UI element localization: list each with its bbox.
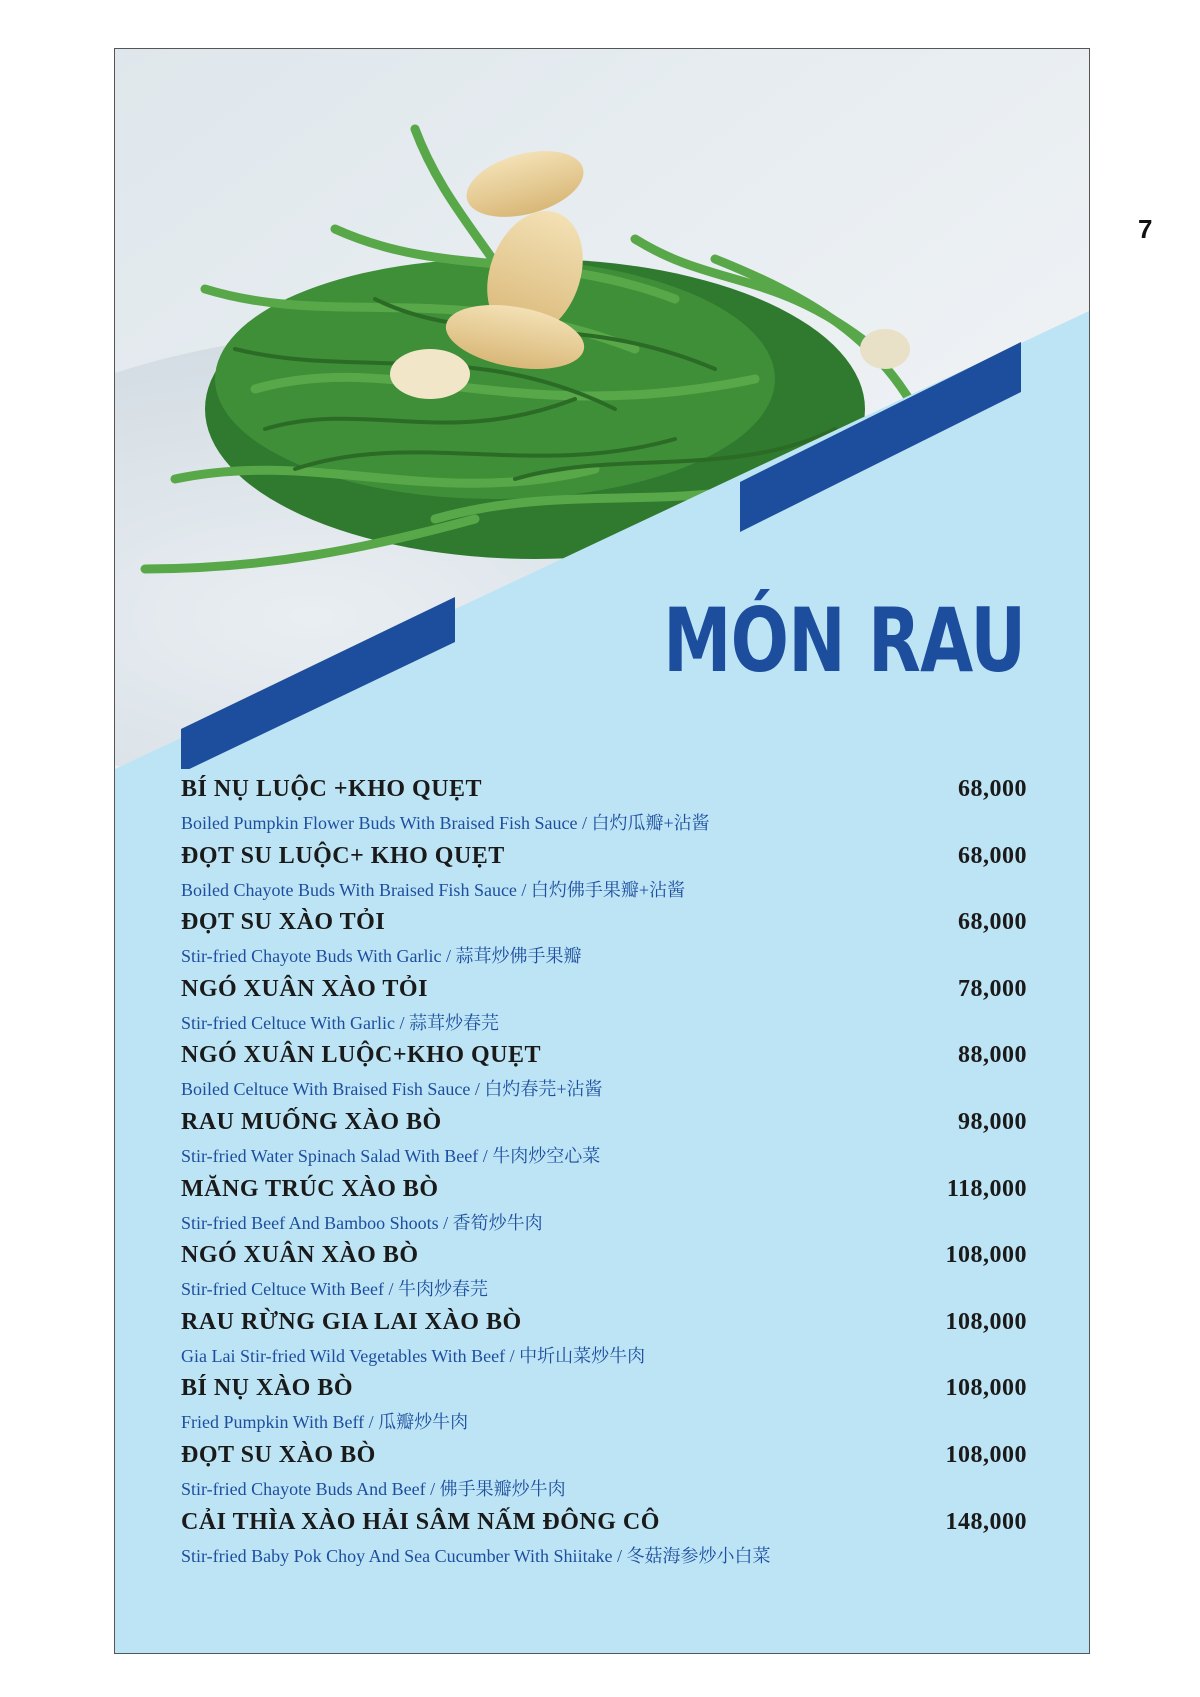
- item-description: Gia Lai Stir-fried Wild Vegetables With Beef / 中圻山菜炒牛肉: [181, 1345, 646, 1366]
- item-description: Stir-fried Beef And Bamboo Shoots / 香筍炒牛肉: [181, 1212, 543, 1233]
- menu-item: [181, 1509, 1027, 1576]
- item-name: CẢI THÌA XÀO HẢI SÂM NẤM ĐÔNG CÔ: [181, 1508, 660, 1535]
- item-price: 98,000: [958, 1108, 1027, 1135]
- item-name: ĐỌT SU XÀO BÒ: [181, 1441, 376, 1468]
- item-name: RAU MUỐNG XÀO BÒ: [181, 1108, 442, 1135]
- item-description: Boiled Chayote Buds With Braised Fish Sauce / 白灼佛手果瓣+沾酱: [181, 879, 686, 900]
- item-price: 148,000: [945, 1508, 1027, 1535]
- menu-item: [181, 1375, 1027, 1442]
- item-description: Stir-fried Water Spinach Salad With Beef / 牛肉炒空心菜: [181, 1145, 601, 1166]
- item-name: RAU RỪNG GIA LAI XÀO BÒ: [181, 1308, 522, 1335]
- item-price: 88,000: [958, 1042, 1027, 1069]
- item-name: ĐỌT SU LUỘC+ KHO QUẸT: [181, 842, 505, 869]
- item-name: NGÓ XUÂN LUỘC+KHO QUẸT: [181, 1042, 542, 1069]
- item-price: 68,000: [958, 909, 1027, 936]
- item-price: 68,000: [958, 842, 1027, 869]
- menu-item: [181, 1109, 1027, 1176]
- menu-item: [181, 909, 1027, 976]
- menu-item: [181, 1309, 1027, 1376]
- item-price: 118,000: [946, 1175, 1027, 1202]
- menu-item: [181, 976, 1027, 1043]
- item-description: Stir-fried Baby Pok Choy And Sea Cucumber With Shiitake / 冬菇海参炒小白菜: [181, 1545, 771, 1566]
- item-name: NGÓ XUÂN XÀO BÒ: [181, 1242, 419, 1269]
- item-description: Fried Pumpkin With Beff / 瓜瓣炒牛肉: [181, 1412, 469, 1433]
- item-description: Boiled Celtuce With Braised Fish Sauce / 白灼春芫+沾酱: [181, 1079, 603, 1100]
- menu-item: [181, 1042, 1027, 1109]
- item-name: MĂNG TRÚC XÀO BÒ: [181, 1175, 439, 1202]
- item-description: Stir-fried Chayote Buds With Garlic / 蒜茸炒佛手果瓣: [181, 946, 582, 967]
- item-price: 108,000: [945, 1308, 1027, 1335]
- menu-item: [181, 843, 1027, 910]
- section-heading: MÓN RAU: [662, 589, 1025, 692]
- item-price: 108,000: [945, 1242, 1027, 1269]
- menu-item: [181, 1442, 1027, 1509]
- item-description: Stir-fried Chayote Buds And Beef / 佛手果瓣炒牛肉: [181, 1478, 566, 1499]
- menu-item: [181, 1242, 1027, 1309]
- item-description: Boiled Pumpkin Flower Buds With Braised Fish Sauce / 白灼瓜瓣+沾酱: [181, 813, 710, 833]
- menu-card: [114, 48, 1090, 1654]
- item-price: 108,000: [945, 1375, 1027, 1402]
- item-description: Stir-fried Celtuce With Beef / 牛肉炒春芫: [181, 1279, 489, 1300]
- item-description: Stir-fried Celtuce With Garlic / 蒜茸炒春芫: [181, 1012, 500, 1033]
- menu-item: [181, 1176, 1027, 1243]
- page-number: 7: [1138, 214, 1153, 244]
- menu-item: [181, 776, 1027, 843]
- item-price: 108,000: [945, 1441, 1027, 1468]
- menu-list: [181, 776, 1027, 1575]
- item-price: 78,000: [958, 975, 1027, 1002]
- item-name: ĐỌT SU XÀO TỎI: [181, 909, 386, 936]
- item-price: 68,000: [958, 776, 1027, 802]
- item-name: BÍ NỤ XÀO BÒ: [181, 1375, 354, 1402]
- item-name: NGÓ XUÂN XÀO TỎI: [181, 975, 428, 1002]
- item-name: BÍ NỤ LUỘC +KHO QUẸT: [181, 776, 483, 802]
